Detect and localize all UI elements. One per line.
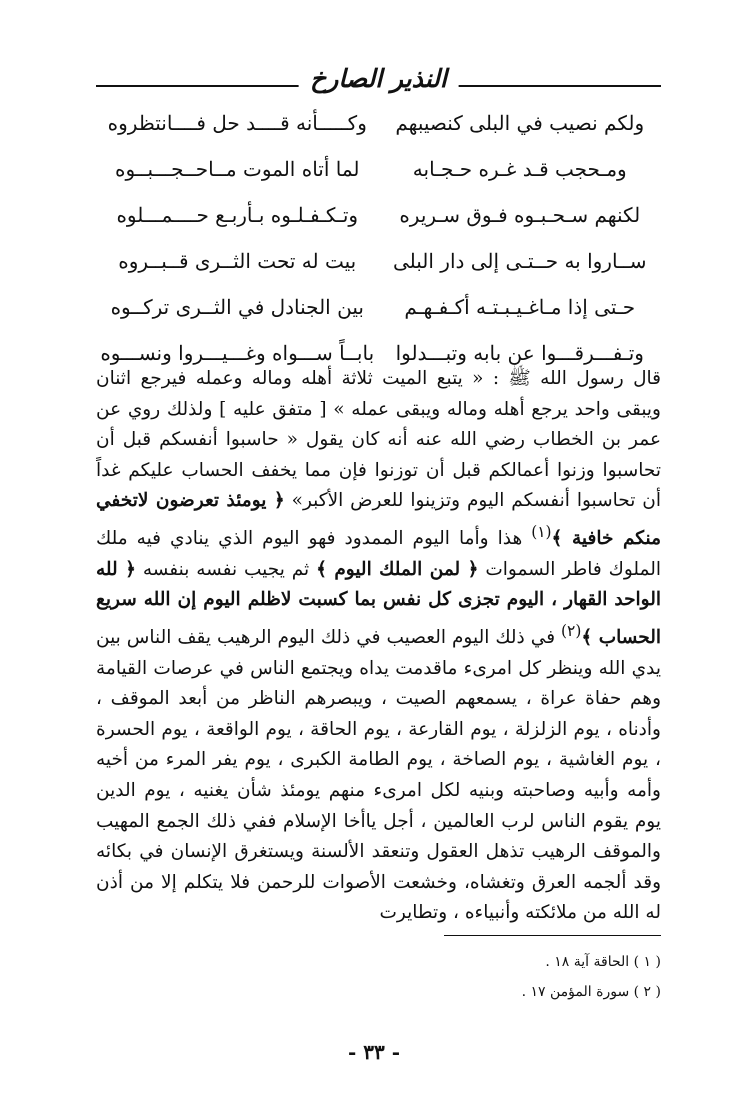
- verse: [96, 100, 661, 146]
- footnote: ( ١ ) الحاقة آية ١٨ .: [545, 954, 661, 970]
- verse-right-hemistich: حـتى إذا مـاغـيـبـتـه أكـفـهـم: [404, 295, 636, 319]
- footnote-ref: (١): [531, 522, 552, 541]
- body-text-part: في ذلك اليوم العصيب في ذلك اليوم الرهيب يقف الناس بين يدي الله وينظر كل امرىء ماقدمت يداه ويجتمع الناس في عرصات القيامة وهم حفاة عراة ، يسمعهم الصيت ، ويبصرهم الناظر من أبعد الموقف ، وأدناه ، يوم الزلزلة ، يوم القارعة ، يوم الحاقة ، يوم الواقعة ، يوم الحسرة ، يوم الغاشية ، يوم الصاخة ، يوم الطامة الكبرى ، يوم يفر المرء من أخيه وأمه وأبيه وصاحبته وبنيه لكل امرىء منهم يومئذ شأن يغنيه ، يوم الدين يوم يقوم الناس لرب العالمين ، أجل ياأخا الإسلام ففي ذلك الجمع المهيب والموقف الرهيب تذهل العقول وتنعقد الألسنة ويستغرق الإنسان في بكائه وقد ألجمه العرق وتغشاه، وخشعت الأصوات للرحمن فلا يتكلم إلا من أذن له الله من ملائكته وأنبياءه ، وتطايرت: [96, 627, 661, 924]
- verse-right-hemistich: لكنهم سـحـبـوه فـوق سـريره: [399, 203, 641, 227]
- verse-right-hemistich: ســاروا به حــتـى إلى دار البلى: [392, 249, 647, 273]
- body-text-part: هذا وأما اليوم الممدود فهو اليوم الذي ينادي فيه ملك الملوك فاطر السموات: [96, 528, 661, 580]
- verse: [96, 146, 661, 192]
- quran-quote: ﴿ لله الواحد القهار ، اليوم تجزى كل نفس بما كسبت لاظلم اليوم إن الله سريع الحساب ﴾: [96, 558, 661, 649]
- verse: [96, 284, 661, 330]
- verse-left-hemistich: بابــاً ســـواه وغـــيـــروا ونســـوه: [100, 341, 375, 365]
- footnote-rule: [444, 935, 661, 936]
- verse: [96, 238, 661, 284]
- verse: [96, 192, 661, 238]
- body-text-part: قال رسول الله ﷺ : « يتبع الميت ثلاثة أهله وماله وعمله فيرجع اثنان ويبقى واحد يرجع أهله وماله ويبقى عمله » [ متفق عليه ] ولذلك روي عن عمر بن الخطاب رضي الله عنه أنه كان يقول « حاسبوا أنفسكم قبل أن تحاسبوا وزنوا أعمالكم قبل أن توزنوا فإن مما يخفف الحساب عليكم غداً أن تحاسبوا أنفسكم اليوم وتزينوا للعرض الأكبر»: [96, 368, 661, 512]
- footnotes: [101, 947, 661, 1007]
- quran-quote: ﴿ يومئذ تعرضون لاتخفي منكم خافية ﴾: [96, 490, 661, 550]
- poem: [96, 100, 661, 376]
- verse-right-hemistich: ولكم نصيب في البلى كنصيبهم: [395, 111, 645, 135]
- body-paragraph: [96, 364, 661, 929]
- verse-left-hemistich: وتـكـفـلـوه بـأربـع حــــمـــلوه: [116, 203, 359, 227]
- verse-left-hemistich: بين الجنادل في الثــرى تركــوه: [110, 295, 364, 319]
- verse-left-hemistich: وكـــــأنه قــــد حل فــــانتظروه: [107, 111, 367, 135]
- running-header: [96, 62, 661, 102]
- quran-quote: ﴿ لمن الملك اليوم ﴾: [316, 558, 479, 580]
- verse-right-hemistich: وتـفـــرقـــوا عن بابه وتبـــدلوا: [395, 341, 644, 365]
- page-number: - ٣٣ -: [347, 1040, 400, 1064]
- verse-left-hemistich: بيت له تحت الثــرى قــبــروه: [118, 249, 357, 273]
- footnote: ( ٢ ) سورة المؤمن ١٧ .: [521, 984, 661, 1000]
- body-text: [96, 364, 661, 929]
- verse-left-hemistich: لما أتاه الموت مــاحــجـــبــوه: [114, 157, 360, 181]
- verse-right-hemistich: ومـحجب قـد غـره حـجـابه: [412, 157, 627, 181]
- header-title: النذير الصارخ: [298, 62, 459, 96]
- body-text-part: ثم يجيب نفسه بنفسه: [135, 558, 317, 580]
- footnote-ref: (٢): [561, 621, 582, 640]
